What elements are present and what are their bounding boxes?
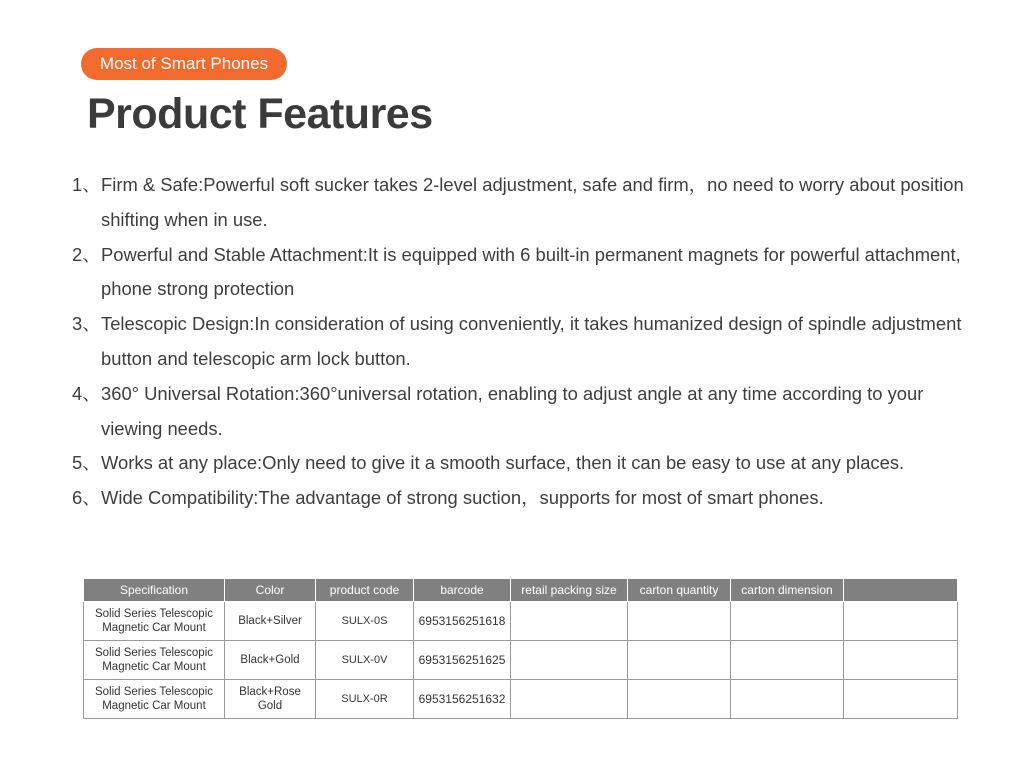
cell-carton-quantity xyxy=(628,641,731,680)
feature-list xyxy=(72,168,982,516)
cell-specification: Solid Series Telescopic Magnetic Car Mount xyxy=(84,602,225,641)
header-product-code: product code xyxy=(316,579,414,602)
cell-specification: Solid Series Telescopic Magnetic Car Mount xyxy=(84,641,225,680)
cell-empty xyxy=(844,641,958,680)
feature-number: 2、 xyxy=(72,243,101,265)
feature-item xyxy=(72,238,982,308)
feature-item xyxy=(72,307,982,377)
cell-carton-quantity xyxy=(628,680,731,719)
feature-item xyxy=(72,446,982,481)
table-header-row xyxy=(84,579,958,602)
cell-carton-dimension xyxy=(731,602,844,641)
cell-product-code: SULX-0V xyxy=(316,641,414,680)
cell-color: Black+Rose Gold xyxy=(225,680,316,719)
cell-retail-packing-size xyxy=(511,680,628,719)
cell-specification: Solid Series Telescopic Magnetic Car Mount xyxy=(84,680,225,719)
cell-carton-dimension xyxy=(731,680,844,719)
cell-retail-packing-size xyxy=(511,602,628,641)
header-color: Color xyxy=(225,579,316,602)
feature-number: 4、 xyxy=(72,382,101,404)
feature-text: 360° Universal Rotation:360°universal rotation, enabling to adjust angle at any time according to your viewing needs. xyxy=(101,382,924,439)
feature-number: 1、 xyxy=(72,174,101,195)
feature-item xyxy=(72,168,982,238)
feature-text: Wide Compatibility:The advantage of strong suction，supports for most of smart phones. xyxy=(101,487,824,509)
feature-item xyxy=(72,377,982,447)
cell-color: Black+Silver xyxy=(225,602,316,641)
feature-text: Works at any place:Only need to give it a smooth surface, then it can be easy to use at any places. xyxy=(101,452,905,474)
cell-product-code: SULX-0R xyxy=(316,680,414,719)
category-badge: Most of Smart Phones xyxy=(81,48,287,80)
cell-carton-dimension xyxy=(731,641,844,680)
header-barcode: barcode xyxy=(414,579,511,602)
cell-carton-quantity xyxy=(628,602,731,641)
header-carton-dimension: carton dimension xyxy=(731,579,844,602)
header-retail-packing-size: retail packing size xyxy=(511,579,628,602)
feature-item xyxy=(72,481,982,516)
feature-text: Telescopic Design:In consideration of using conveniently, it takes humanized design of spindle adjustment button and telescopic arm lock button. xyxy=(101,313,962,369)
feature-number: 3、 xyxy=(72,313,101,335)
cell-product-code: SULX-0S xyxy=(316,602,414,641)
header-carton-quantity: carton quantity xyxy=(628,579,731,602)
cell-retail-packing-size xyxy=(511,641,628,680)
page-title: Product Features xyxy=(87,90,433,138)
cell-barcode: 6953156251625 xyxy=(414,641,511,680)
table-row xyxy=(84,680,958,719)
cell-barcode: 6953156251632 xyxy=(414,680,511,719)
header-specification: Specification xyxy=(84,579,225,602)
table-row xyxy=(84,602,958,641)
feature-number: 5、 xyxy=(72,452,101,474)
header-empty xyxy=(844,579,958,602)
specification-table xyxy=(83,578,958,719)
feature-text: Firm & Safe:Powerful soft sucker takes 2-level adjustment, safe and firm，no need to worry about position shifting when in use. xyxy=(101,174,964,230)
cell-barcode: 6953156251618 xyxy=(414,602,511,641)
cell-empty xyxy=(844,680,958,719)
feature-text: Powerful and Stable Attachment:It is equipped with 6 built-in permanent magnets for powerful attachment, phone strong protection xyxy=(101,243,961,300)
cell-color: Black+Gold xyxy=(225,641,316,680)
table-row xyxy=(84,641,958,680)
feature-number: 6、 xyxy=(72,487,101,509)
cell-empty xyxy=(844,602,958,641)
